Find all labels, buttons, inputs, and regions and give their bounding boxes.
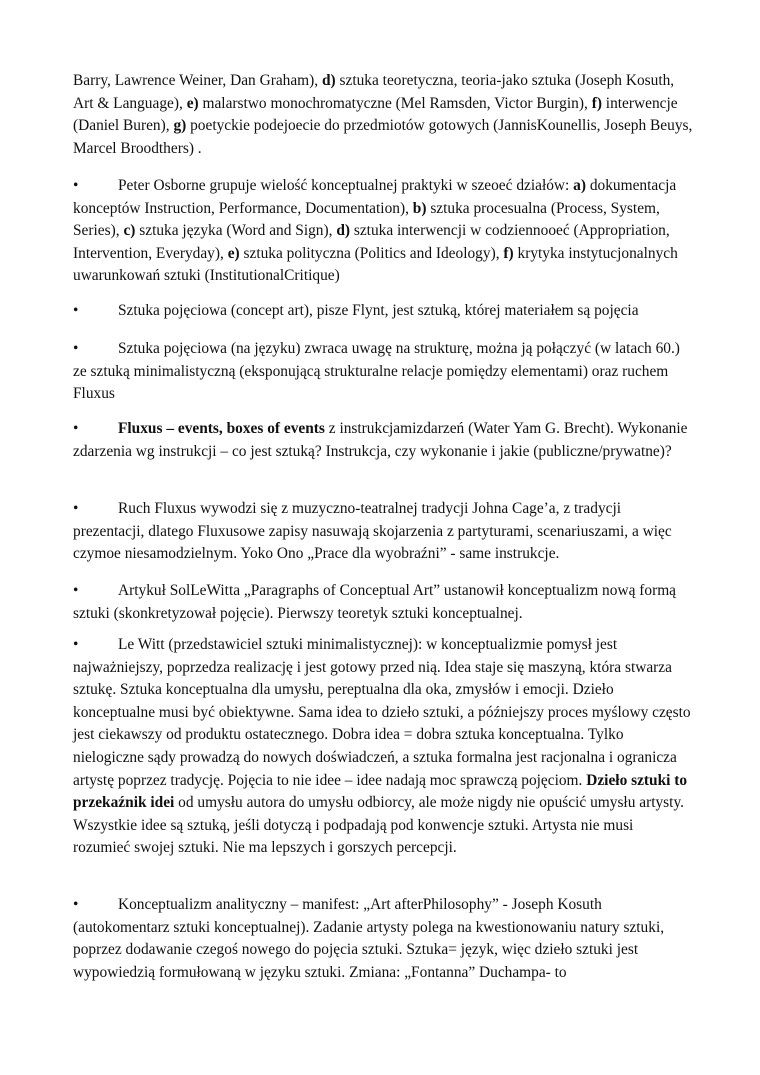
- bullet-marker: •: [73, 500, 79, 517]
- bullet-marker: •: [73, 582, 79, 599]
- text-segment: Artykuł SolLeWitta „Paragraphs of Conceptual Art” ustanowił konceptualizm nową formą sztuki (skonkretyzował pojęcie). Pierwszy teoretyk sztuki konceptualnej.: [73, 582, 676, 622]
- text-segment: Konceptualizm analityczny – manifest: „Art afterPhilosophy” - Joseph Kosuth (autokomentarz sztuki konceptualnej). Zadanie artysty polega na kwestionowaniu natury sztuki, poprzez dodawanie czegoś nowego do pojęcia sztuki. Sztuka= język, więc dzieło sztuki jest wypowiedzią formułowaną w języku sztuki. Zmiana: „Fontanna” Duchampa- to: [73, 896, 665, 981]
- list-letter: d): [336, 222, 351, 240]
- list-letter: g): [173, 117, 187, 135]
- bullet-item: [73, 338, 693, 406]
- list-letter: f): [591, 94, 602, 112]
- text-segment: poetyckie podejoecie do przedmiotów gotowych (JannisKounellis, Joseph Beuys, Marcel Broodthers) .: [73, 117, 693, 157]
- bullet-item: [73, 894, 693, 984]
- bullet-item: [73, 175, 693, 288]
- text-segment: Peter Osborne grupuje wielość konceptualnej praktyki w szeoeć działów:: [118, 177, 574, 194]
- list-letter: b): [412, 199, 427, 217]
- list-letter: e): [186, 94, 199, 112]
- text-segment: dokumentacja konceptów Instruction, Performance, Documentation),: [73, 177, 677, 217]
- text-segment: Sztuka pojęciowa (na języku) zwraca uwagę na strukturę, można ją połączyć (w latach 60.) ze sztuką minimalistyczną (eksponującą strukturalne relacje pomiędzy elementami) oraz ruchem Fluxus: [73, 340, 680, 403]
- text-segment: interwencje (Daniel Buren),: [73, 94, 678, 135]
- bullet-item: [73, 418, 693, 463]
- bullet-item: [73, 498, 693, 566]
- bold-phrase: Dzieło sztuki to przekaźnik idei: [73, 771, 688, 812]
- bullet-marker: •: [73, 302, 79, 319]
- bullet-item: [73, 580, 693, 625]
- bold-heading: Fluxus – events, boxes of events: [118, 420, 325, 437]
- bullet-item: [73, 634, 693, 860]
- text-segment: sztuka polityczna (Politics and Ideology),: [239, 244, 504, 262]
- text-segment: sztuka procesualna (Process, System, Series),: [73, 199, 660, 240]
- list-letter: d): [321, 72, 336, 89]
- text-segment: Ruch Fluxus wywodzi się z muzyczno-teatralnej tradycji Johna Cage’a, z tradycji prezentacji, dlatego Fluxusowe zapisy nasuwają skojarzenia z partyturami, scenariuszami, a więc czymoe niesamodzielnym. Yoko Ono „Prace dla wyobraźni” - same instrukcje.: [73, 500, 672, 563]
- list-letter: a): [573, 177, 586, 194]
- intro-paragraph: [73, 70, 693, 160]
- list-letter: e): [227, 244, 240, 262]
- text-segment: sztuka interwencji w codziennooeć (Appropriation, Intervention, Everyday),: [73, 222, 670, 262]
- list-letter: c): [123, 222, 136, 240]
- bullet-marker: •: [73, 177, 79, 194]
- bullet-marker: •: [73, 896, 79, 913]
- text-segment: Le Witt (przedstawiciel sztuki minimalistycznej): w konceptualizmie pomysł jest najważniejszy, poprzedza realizację i jest gotowy przed nią. Idea staje się maszyną, która stwarza sztukę. Sztuka konceptualna dla umysłu, pereptualna dla oka, zmysłów i emocji. Dzieło konceptualne musi być obiektywne. Sama idea to dzieło sztuki, a późniejszy proces myślowy często jest ciekawszy od produktu ostatecznego. Dobra idea = dobra sztuka konceptualna. Tylko nielogiczne sądy prowadzą do nowych doświadczeń, a sztuka formalna jest racjonalna i ogranicza artystę poprzez tradycję. Pojęcia to nie idee – idee nadają moc sprawczą pojęciom.: [73, 636, 691, 789]
- text-segment: sztuka języka (Word and Sign),: [135, 222, 337, 240]
- list-letter: f): [503, 244, 514, 262]
- bullet-item: [73, 300, 693, 323]
- text-segment: krytyka instytucjonalnych uwarunkowań sztuki (InstitutionalCritique): [73, 244, 678, 285]
- bullet-marker: •: [73, 340, 79, 357]
- text-segment: malarstwo monochromatyczne (Mel Ramsden, Victor Burgin),: [198, 94, 592, 112]
- bullet-marker: •: [73, 420, 79, 437]
- text-segment: Sztuka pojęciowa (concept art), pisze Flynt, jest sztuką, której materiałem są pojęcia: [118, 302, 639, 319]
- text-segment: od umysłu autora do umysłu odbiorcy, ale może nigdy nie opuścić umysłu artysty. Wszystkie idee są sztuką, jeśli dotyczą i podpadają pod konwencje sztuki. Artysta nie musi rozumieć swojej sztuki. Nie ma lepszych i gorszych percepcji.: [73, 794, 684, 857]
- text-segment: z instrukcjamizdarzeń (Water Yam G. Brecht). Wykonanie zdarzenia wg instrukcji – co jest sztuką? Instrukcja, czy wykonanie i jakie (publiczne/prywatne)?: [73, 420, 688, 460]
- text-segment: sztuka teoretyczna, teoria-jako sztuka (Joseph Kosuth, Art & Language),: [73, 72, 675, 112]
- bullet-marker: •: [73, 636, 79, 653]
- text-segment: Barry, Lawrence Weiner, Dan Graham),: [73, 72, 322, 89]
